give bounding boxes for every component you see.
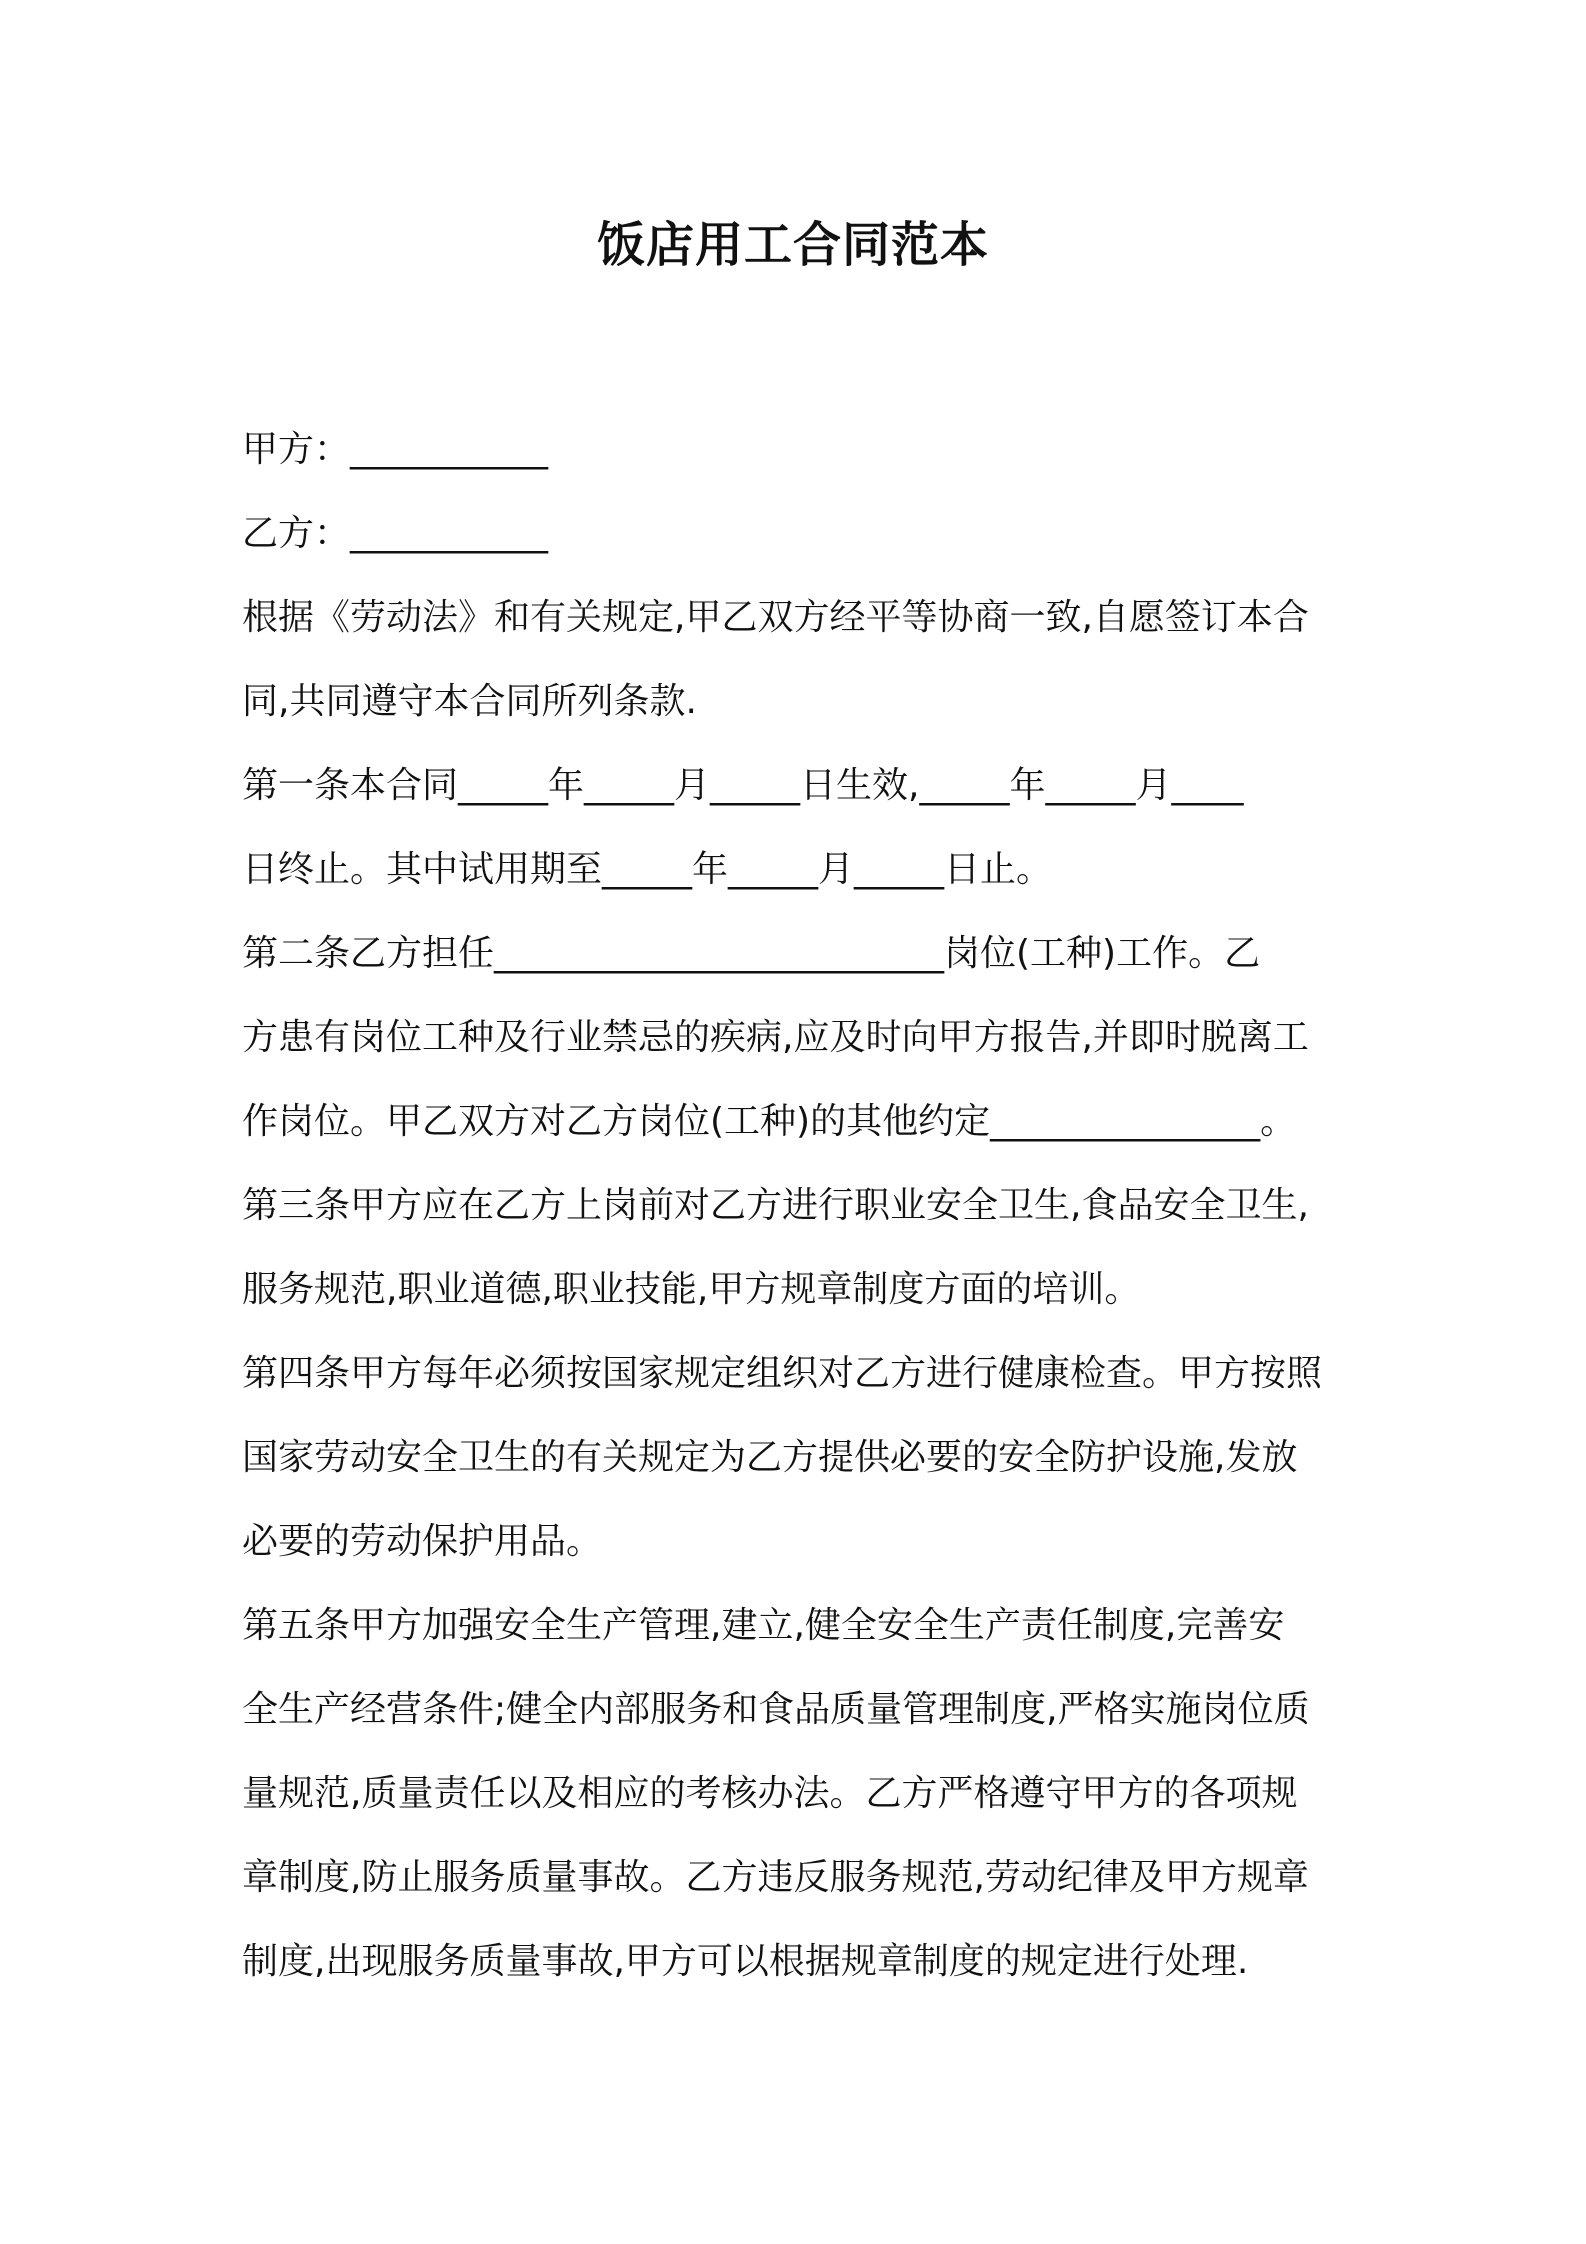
article-5-paragraph xyxy=(242,1584,1352,2004)
text-line: 根据《劳动法》和有关规定,甲乙双方经平等协商一致,自愿签订本合 xyxy=(242,597,1309,638)
text-line: 制度,出现服务质量事故,甲方可以根据规章制度的规定进行处理. xyxy=(242,1941,1249,1982)
document-title: 饭店用工合同范本 xyxy=(596,217,989,273)
article-4-paragraph xyxy=(242,1332,1352,1584)
text-line: 国家劳动安全卫生的有关规定为乙方提供必要的安全防护设施,发放 xyxy=(242,1437,1298,1478)
text-line: 量规范,质量责任以及相应的考核办法。乙方严格遵守甲方的各项规 xyxy=(242,1773,1298,1814)
article-2-paragraph xyxy=(242,912,1352,1164)
document-body xyxy=(242,408,1352,2004)
text-line: 作岗位。甲乙双方对乙方岗位(工种)的其他约定_______________。 xyxy=(242,1101,1297,1142)
text-line: 第五条甲方加强安全生产管理,建立,健全安全生产责任制度,完善安 xyxy=(242,1605,1285,1646)
text-line: 同,共同遵守本合同所列条款. xyxy=(242,681,697,722)
text-line: 第一条本合同_____年_____月_____日生效,_____年_____月____ xyxy=(242,765,1244,806)
text-line: 第三条甲方应在乙方上岗前对乙方进行职业安全卫生,食品安全卫生, xyxy=(242,1185,1309,1226)
preamble-paragraph xyxy=(242,576,1352,744)
text-line: 方患有岗位工种及行业禁忌的疾病,应及时向甲方报告,并即时脱离工 xyxy=(242,1017,1309,1058)
article-3-paragraph xyxy=(242,1164,1352,1332)
text-line: 章制度,防止服务质量事故。乙方违反服务规范,劳动纪律及甲方规章 xyxy=(242,1857,1309,1898)
text-line: 服务规范,职业道德,职业技能,甲方规章制度方面的培训。 xyxy=(242,1269,1141,1310)
text-line: 第二条乙方担任_________________________岗位(工种)工作。乙 xyxy=(242,933,1261,974)
article-1-paragraph xyxy=(242,744,1352,912)
party-b-line: 乙方：___________ xyxy=(242,513,549,554)
text-line: 日终止。其中试用期至_____年_____月_____日止。 xyxy=(242,849,1053,890)
text-line: 必要的劳动保护用品。 xyxy=(242,1521,603,1562)
text-line: 全生产经营条件;健全内部服务和食品质量管理制度,严格实施岗位质 xyxy=(242,1689,1310,1730)
party-a-line: 甲方：___________ xyxy=(242,429,549,470)
text-line: 第四条甲方每年必须按国家规定组织对乙方进行健康检查。甲方按照 xyxy=(242,1353,1323,1394)
